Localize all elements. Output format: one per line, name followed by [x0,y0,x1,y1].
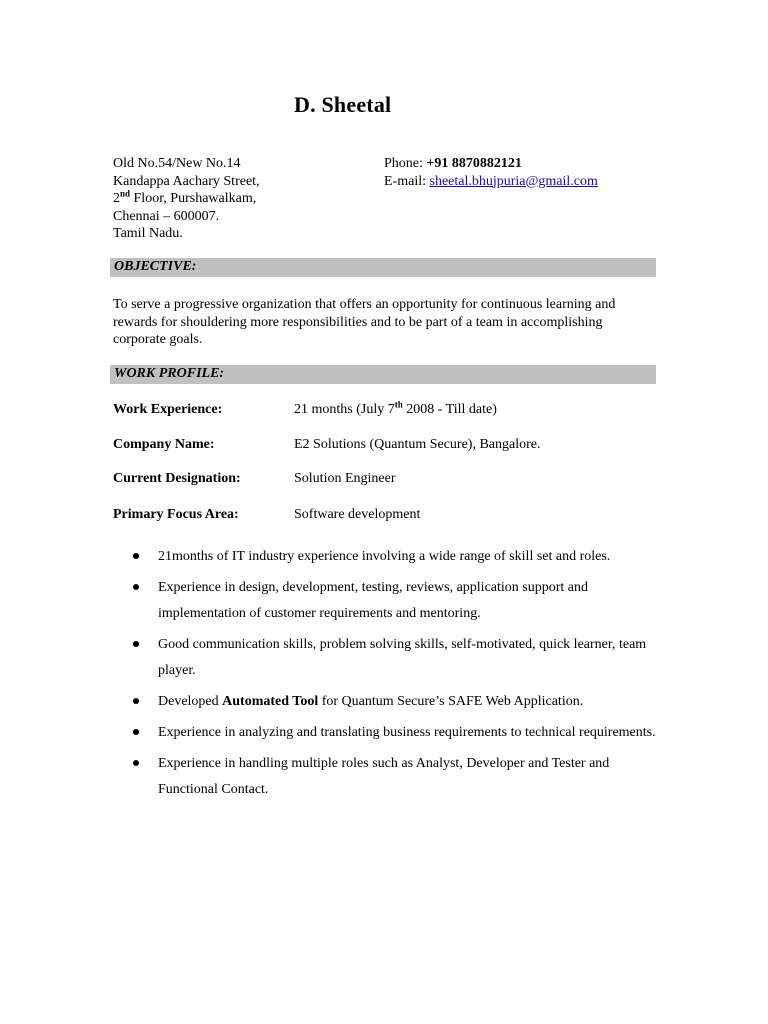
focus-area-value: Software development [294,507,421,522]
focus-area-label: Primary Focus Area: [113,507,239,522]
work-experience-label: Work Experience: [113,402,223,417]
objective-heading: OBJECTIVE: [114,259,197,274]
experience-text-start: 21 months (July 7 [294,402,395,417]
list-item [130,544,660,570]
phone-line [384,155,598,173]
bullet-text-end: for Quantum Secure’s SAFE Web Application. [318,694,584,709]
bullet-icon [133,641,139,647]
email-line [384,173,598,191]
list-item [130,751,660,803]
bullet-icon [133,729,139,735]
list-item [130,689,660,715]
email-link[interactable]: sheetal.bhujpuria@gmail.com [429,173,598,189]
address-line: Tamil Nadu. [113,226,183,241]
list-item [130,575,660,627]
objective-heading-bar [110,258,656,277]
work-experience-value [294,399,497,418]
floor-number: 2 [113,191,120,206]
list-item [130,720,660,746]
phone-label: Phone: [384,156,427,171]
bullet-text: Experience in handling multiple roles such as Analyst, Developer and Tester and Functional Contact. [158,756,610,797]
bullet-text: Experience in analyzing and translating business requirements to technical requirements. [158,725,656,740]
designation-label: Current Designation: [113,471,241,486]
floor-ordinal: nd [120,188,131,199]
experience-text-end: 2008 - Till date) [402,402,497,417]
company-label: Company Name: [113,437,215,452]
work-profile-heading-bar [110,365,656,384]
designation-value: Solution Engineer [294,471,396,486]
objective-text: To serve a progressive organization that offers an opportunity for continuous learning and rewards for shouldering more responsibilities and to be part of a team in accomplishing corporate goals. [113,297,616,347]
work-profile-heading: WORK PROFILE: [114,366,225,381]
bullet-text-start: Developed [158,694,223,709]
bullet-icon [133,698,139,704]
address-line: Old No.54/New No.14 [113,156,241,171]
phone-number: +91 8870882121 [426,156,522,171]
address-line [113,190,260,208]
address-line: Chennai – 600007. [113,208,220,224]
bullet-icon [133,553,139,559]
experience-ordinal: th [394,399,403,410]
address-block [113,155,260,243]
bullet-text: Good communication skills, problem solving skills, self-motivated, quick learner, team player. [158,637,647,678]
contact-block [384,155,598,190]
company-value: E2 Solutions (Quantum Secure), Bangalore. [294,437,541,452]
bullet-icon [133,760,139,766]
bullet-icon [133,584,139,590]
experience-bullet-list [130,544,660,808]
bullet-text: Experience in design, development, testing, reviews, application support and implementation of customer requirements and mentoring. [158,580,588,621]
email-label: E-mail: [384,173,430,189]
list-item [130,632,660,684]
address-line: Kandappa Aachary Street, [113,173,260,189]
bullet-bold-text: Automated Tool [222,694,319,709]
candidate-name: D. Sheetal [294,92,392,117]
floor-rest: Floor, Purshawalkam, [130,191,257,206]
bullet-text: 21months of IT industry experience involving a wide range of skill set and roles. [158,549,611,564]
